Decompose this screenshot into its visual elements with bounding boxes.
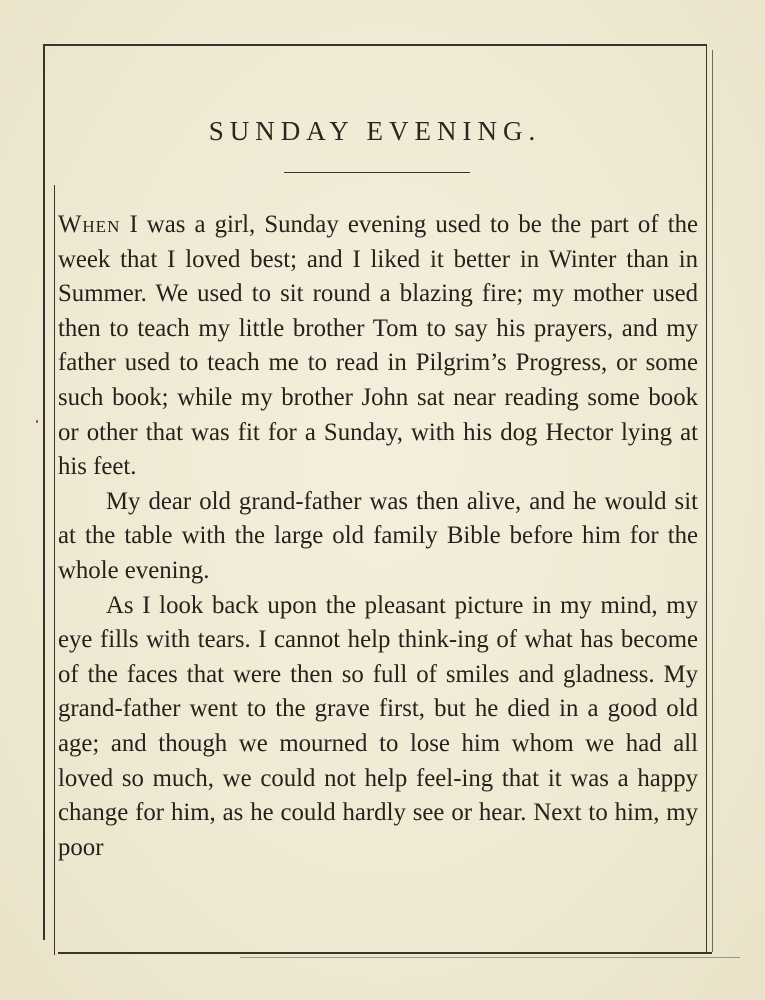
paragraph-lead-word: When: [58, 211, 121, 238]
paragraph-2: My dear old grand-father was then alive, and he would sit at the table with the large old family Bible before him for the whole evening.: [58, 487, 698, 584]
paragraph-1: [58, 208, 698, 485]
right-outer-rule: [712, 50, 713, 952]
title-underline-rule: [284, 172, 470, 173]
top-border-rule: [44, 44, 706, 46]
page-title: SUNDAY EVENING.: [208, 116, 542, 147]
right-border-rule: [706, 44, 707, 952]
left-inner-rule: [54, 185, 55, 955]
body-text: [58, 208, 698, 865]
paragraph-3: As I look back upon the pleasant picture in my mind, my eye fills with tears. I cannot help think-ing of what has become of the faces that were then so full of smiles and gladness. My grand-father went to the grave first, but he died in a good old age; and though we mourned to lose him whom we had all loved so much, we could not help feel-ing that it was a happy change for him, as he could hardly see or hear. Next to him, my poor: [58, 591, 698, 861]
bottom-border-rule: [58, 952, 712, 954]
bottom-shadow-rule: [240, 957, 740, 958]
left-border-rule: [43, 44, 45, 940]
ink-speck: [36, 420, 38, 423]
paragraph-1-text: I was a girl, Sunday evening used to be the part of the week that I loved best; and I liked it better in Winter than in Summer. We used to sit round a blazing fire; my mother used then to teach my little brother Tom to say his prayers, and my father used to teach me to read in Pilgrim’s Progress, or some such book; while my brother John sat near reading some book or other that was fit for a Sunday, with his dog Hector lying at his feet.: [58, 211, 698, 481]
